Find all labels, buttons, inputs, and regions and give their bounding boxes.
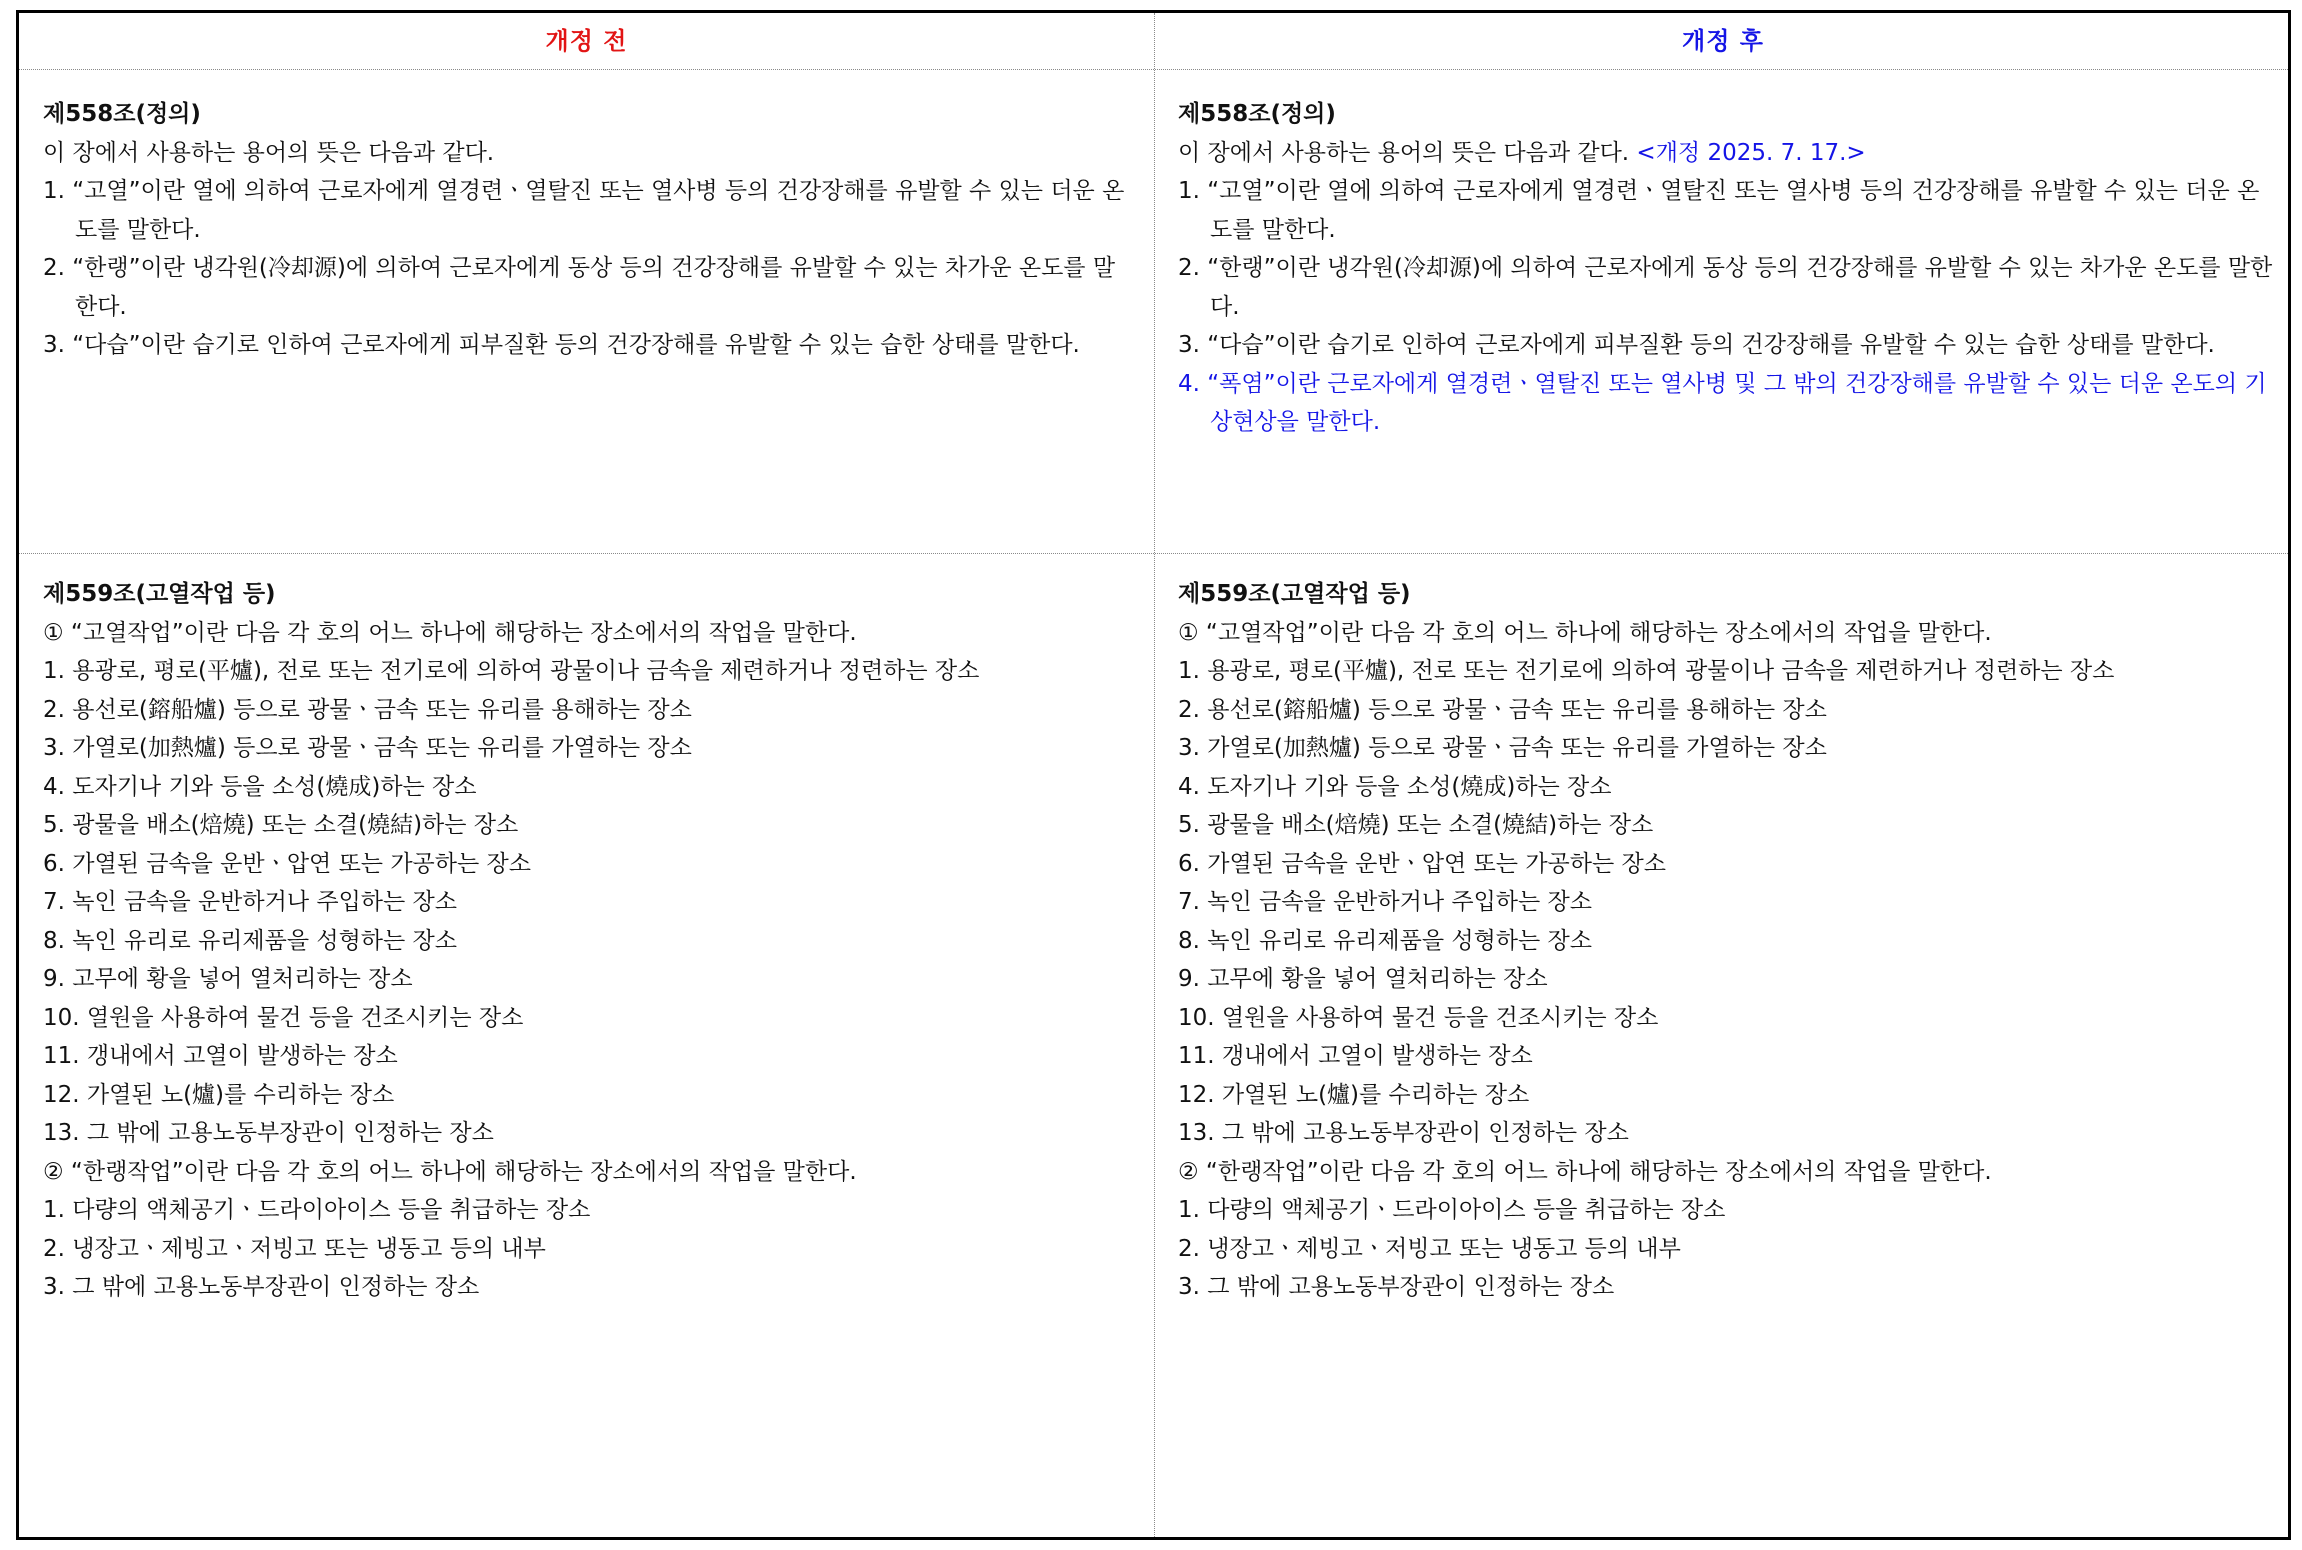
art558-before-item-1: 1. “고열”이란 열에 의하여 근로자에게 열경련ㆍ열탈진 또는 열사병 등의 건강장해를 유발할 수 있는 더운 온도를 말한다.: [43, 178, 1125, 243]
art558-before-item-3: 3. “다습”이란 습기로 인하여 근로자에게 피부질환 등의 건강장해를 유발할 수 있는 습한 상태를 말한다.: [43, 332, 1080, 358]
art559-after-p1-item: 13. 그 밖에 고용노동부장관이 인정하는 장소: [1178, 1120, 1629, 1146]
art559-after-p2-item: 3. 그 밖에 고용노동부장관이 인정하는 장소: [1178, 1274, 1615, 1300]
header-before: 개정 전: [545, 27, 628, 55]
art558-after-item-2: 2. “한랭”이란 냉각원(冷却源)에 의하여 근로자에게 동상 등의 건강장해를 유발할 수 있는 차가운 온도를 말한다.: [1178, 255, 2273, 320]
column-divider: [1154, 13, 1155, 1537]
art559-after-p2-item: 1. 다량의 액체공기ㆍ드라이아이스 등을 취급하는 장소: [1178, 1197, 1726, 1223]
art559-after-p1-item: 5. 광물을 배소(焙燒) 또는 소결(燒結)하는 장소: [1178, 812, 1654, 838]
art559-before-p1-item: 3. 가열로(加熱爐) 등으로 광물ㆍ금속 또는 유리를 가열하는 장소: [43, 735, 692, 761]
art558-after-title: 제558조(정의): [1178, 101, 1336, 127]
art559-after-p1-item: 1. 용광로, 평로(平爐), 전로 또는 전기로에 의하여 광물이나 금속을 제련하거나 정련하는 장소: [1178, 658, 2115, 684]
art559-before-p2: ② “한랭작업”이란 다음 각 호의 어느 하나에 해당하는 장소에서의 작업을 말한다.: [43, 1158, 857, 1185]
art559-after-p1-item: 12. 가열된 노(爐)를 수리하는 장소: [1178, 1081, 1530, 1108]
art559-after: [1178, 575, 2273, 1307]
header-divider: [19, 69, 2288, 70]
art559-before-p2-item: 3. 그 밖에 고용노동부장관이 인정하는 장소: [43, 1274, 480, 1300]
art559-before-p1-item: 2. 용선로(鎔船爐) 등으로 광물ㆍ금속 또는 유리를 용해하는 장소: [43, 696, 692, 723]
art559-after-p1-item: 2. 용선로(鎔船爐) 등으로 광물ㆍ금속 또는 유리를 용해하는 장소: [1178, 696, 1827, 723]
art559-after-p1: ① “고열작업”이란 다음 각 호의 어느 하나에 해당하는 장소에서의 작업을 말한다.: [1178, 619, 1992, 646]
art558-after: [1178, 95, 2273, 442]
art558-after-intro-line: [1178, 134, 2273, 173]
art559-before-p1-item: 12. 가열된 노(爐)를 수리하는 장소: [43, 1081, 395, 1108]
art559-after-p1-item: 8. 녹인 유리로 유리제품을 성형하는 장소: [1178, 927, 1592, 954]
art559-before-p1-item: 5. 광물을 배소(焙燒) 또는 소결(燒結)하는 장소: [43, 812, 519, 838]
art559-before-p1-item: 10. 열원을 사용하여 물건 등을 건조시키는 장소: [43, 1004, 524, 1031]
art559-after-p1-item: 10. 열원을 사용하여 물건 등을 건조시키는 장소: [1178, 1004, 1659, 1031]
art559-after-p1-item: 6. 가열된 금속을 운반ㆍ압연 또는 가공하는 장소: [1178, 850, 1666, 877]
art559-before: [43, 575, 1133, 1307]
art559-before-p2-item: 1. 다량의 액체공기ㆍ드라이아이스 등을 취급하는 장소: [43, 1197, 591, 1223]
art558-before: [43, 95, 1133, 365]
art559-before-p1-item: 8. 녹인 유리로 유리제품을 성형하는 장소: [43, 927, 457, 954]
art558-before-title: 제558조(정의): [43, 101, 201, 127]
art559-after-p1-item: 4. 도자기나 기와 등을 소성(燒成)하는 장소: [1178, 773, 1612, 800]
art559-before-p1-item: 6. 가열된 금속을 운반ㆍ압연 또는 가공하는 장소: [43, 850, 531, 877]
art559-before-p1-item: 11. 갱내에서 고열이 발생하는 장소: [43, 1043, 398, 1069]
row-divider: [19, 553, 2288, 554]
art558-after-intro: 이 장에서 사용하는 용어의 뜻은 다음과 같다.: [1178, 139, 1630, 166]
art559-after-p1-item: 3. 가열로(加熱爐) 등으로 광물ㆍ금속 또는 유리를 가열하는 장소: [1178, 735, 1827, 761]
art559-before-p1-item: 9. 고무에 황을 넣어 열처리하는 장소: [43, 966, 413, 992]
art559-before-title: 제559조(고열작업 등): [43, 581, 276, 607]
art559-before-p1-item: 7. 녹인 금속을 운반하거나 주입하는 장소: [43, 889, 457, 915]
art559-after-p1-item: 7. 녹인 금속을 운반하거나 주입하는 장소: [1178, 889, 1592, 915]
art558-after-item-3: 3. “다습”이란 습기로 인하여 근로자에게 피부질환 등의 건강장해를 유발할 수 있는 습한 상태를 말한다.: [1178, 332, 2215, 358]
art559-after-p1-item: 9. 고무에 황을 넣어 열처리하는 장소: [1178, 966, 1548, 992]
art559-before-p1: ① “고열작업”이란 다음 각 호의 어느 하나에 해당하는 장소에서의 작업을 말한다.: [43, 619, 857, 646]
art559-after-p2-item: 2. 냉장고ㆍ제빙고ㆍ저빙고 또는 냉동고 등의 내부: [1178, 1235, 1681, 1262]
art559-after-p2: ② “한랭작업”이란 다음 각 호의 어느 하나에 해당하는 장소에서의 작업을 말한다.: [1178, 1158, 1992, 1185]
art558-after-item-1: 1. “고열”이란 열에 의하여 근로자에게 열경련ㆍ열탈진 또는 열사병 등의 건강장해를 유발할 수 있는 더운 온도를 말한다.: [1178, 178, 2260, 243]
art558-before-intro: 이 장에서 사용하는 용어의 뜻은 다음과 같다.: [43, 139, 495, 166]
art559-before-p1-item: 13. 그 밖에 고용노동부장관이 인정하는 장소: [43, 1120, 494, 1146]
art559-before-p1-item: 4. 도자기나 기와 등을 소성(燒成)하는 장소: [43, 773, 477, 800]
art558-before-item-2: 2. “한랭”이란 냉각원(冷却源)에 의하여 근로자에게 동상 등의 건강장해를 유발할 수 있는 차가운 온도를 말한다.: [43, 255, 1116, 320]
art559-before-p2-item: 2. 냉장고ㆍ제빙고ㆍ저빙고 또는 냉동고 등의 내부: [43, 1235, 546, 1262]
comparison-table: [16, 10, 2291, 1540]
amendment-note: <개정 2025. 7. 17.>: [1636, 139, 1866, 166]
header-after: 개정 후: [1682, 27, 1764, 55]
art559-after-title: 제559조(고열작업 등): [1178, 581, 1411, 607]
art559-before-p1-item: 1. 용광로, 평로(平爐), 전로 또는 전기로에 의하여 광물이나 금속을 제련하거나 정련하는 장소: [43, 658, 980, 684]
art559-after-p1-item: 11. 갱내에서 고열이 발생하는 장소: [1178, 1043, 1533, 1069]
art558-after-item-4-new: 4. “폭염”이란 근로자에게 열경련ㆍ열탈진 또는 열사병 및 그 밖의 건강장해를 유발할 수 있는 더운 온도의 기상현상을 말한다.: [1178, 370, 2267, 435]
